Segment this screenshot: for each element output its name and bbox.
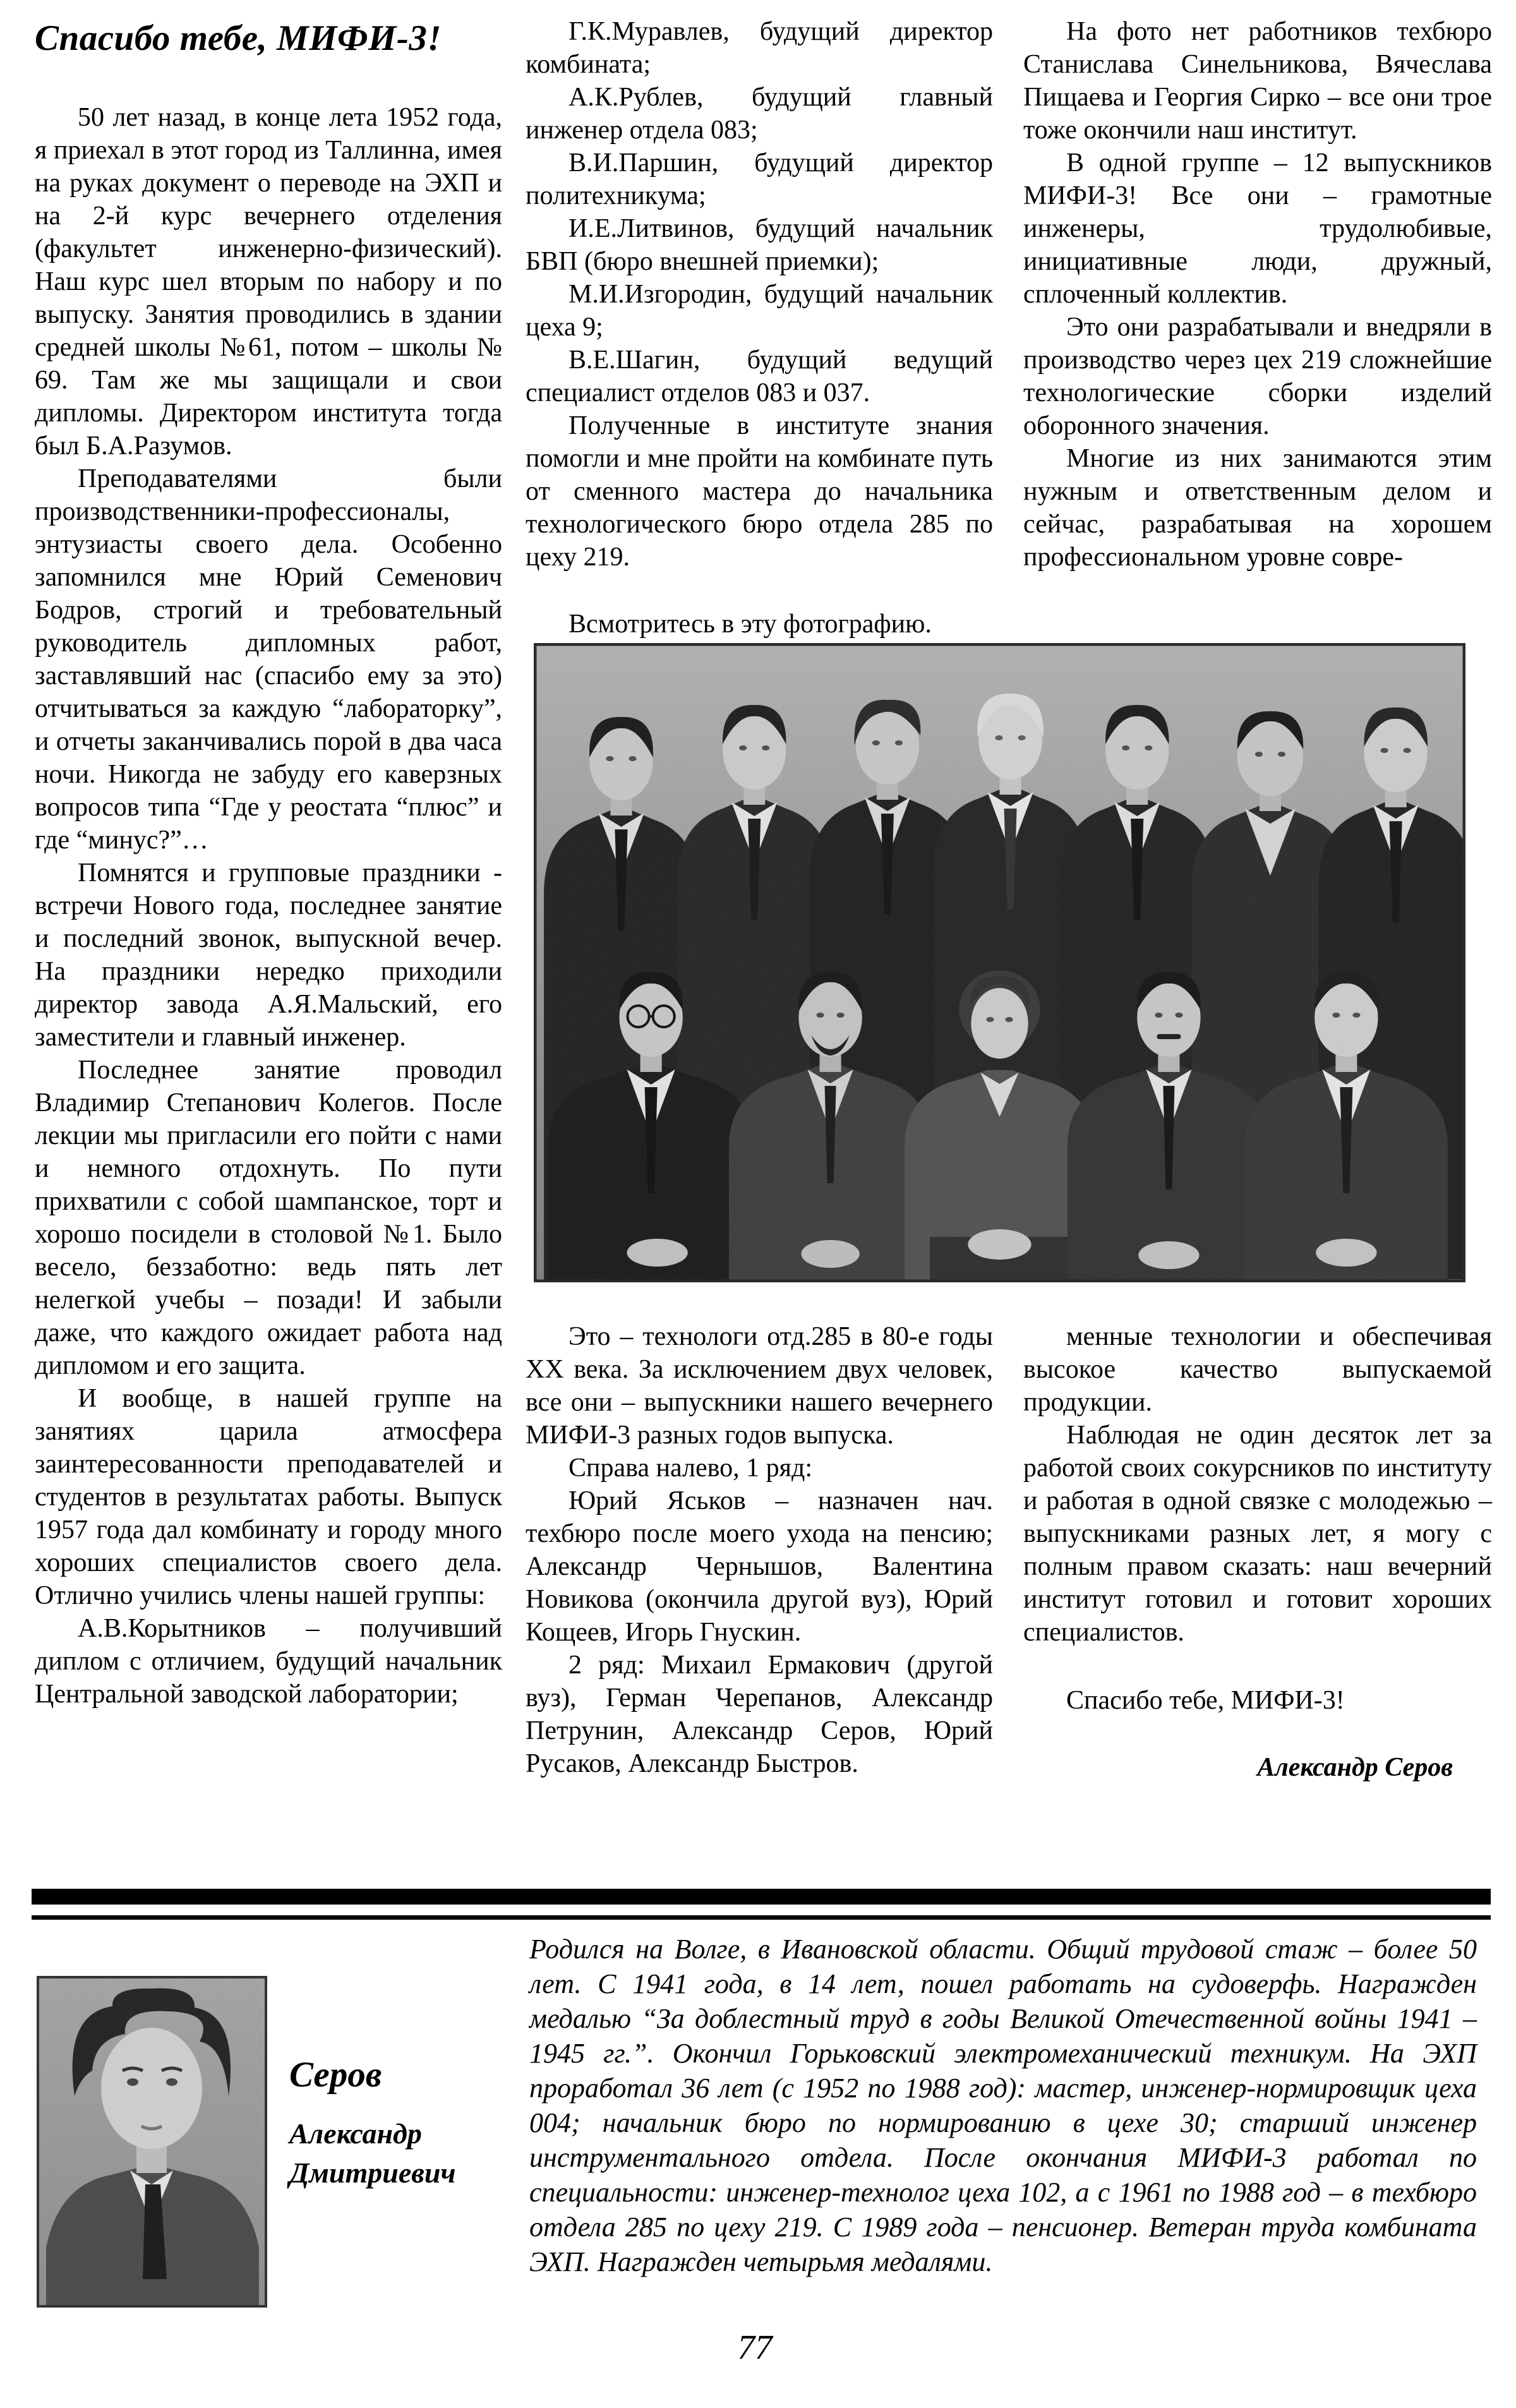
column-right-top bbox=[1023, 15, 1492, 574]
paragraph: Полученные в институте знания помогли и мне пройти на комбинате путь от сменного мастера до начальника технологического бюро отдела 285 по цеху 219. bbox=[526, 411, 993, 572]
paragraph: Последнее занятие проводил Владимир Степанович Колегов. После лекции мы пригласили его пойти с нами и немного отдохнуть. По пути прихватили с собой шампанское, торт и хорошо посидели в столовой №1. Было весело, беззаботно: ведь пять лет нелегкой учебы – позади! И забыли даже, что каждого ожидает работа над дипломом и его защита. bbox=[35, 1056, 502, 1380]
paragraph: А.В.Корытников – получивший диплом с отличием, будущий начальник Центральной заводской лаборатории; bbox=[35, 1614, 502, 1709]
portrait-photo-image bbox=[37, 1976, 267, 2308]
paragraph: Помнятся и групповые праздники - встречи Нового года, последнее занятие и последний звонок, выпускной вечер. На праздники нередко приходили директор завода А.Я.Мальский, его заместители и главный инженер. bbox=[35, 858, 502, 1052]
bio-surname: Серов bbox=[289, 2055, 382, 2095]
paragraph: 50 лет назад, в конце лета 1952 года, я приехал в этот город из Таллинна, имея на руках документ о переводе на ЭХП и на 2-й курс вечернего отделения (факультет инженерно-физический). Наш курс шел вторым по набору и по выпуску. Занятия проводились в здании средней школы №61, потом – школы № 69. Там же мы защищали и свои дипломы. Директором института тогда был Б.А.Разумов. bbox=[35, 103, 502, 461]
photo-caption-paragraph: Юрий Яськов – назначен нач. техбюро после моего ухода на пенсию; Александр Чернышов, Валентина Новикова (окончила другой вуз), Юрий Кощеев, Игорь Гнускин. bbox=[526, 1486, 993, 1647]
paragraph: И вообще, в нашей группе на занятиях царила атмосфера заинтересованности преподавателей и студентов в результатах работы. Выпуск 1957 года дал комбинату и городу много хороших специалистов своего дела. Отлично учились члены нашей группы: bbox=[35, 1384, 502, 1610]
column-middle-top bbox=[526, 15, 993, 641]
paragraph: И.Е.Литвинов, будущий начальник БВП (бюро внешней приемки); bbox=[526, 214, 993, 276]
paragraph: менные технологии и обеспечивая высокое качество выпускаемой продукции. bbox=[1023, 1322, 1492, 1417]
page-number: 77 bbox=[737, 2328, 773, 2366]
paragraph: Это они разрабатывали и внедряли в производство через цех 219 сложнейшие технологические сборки изделий оборонного значения. bbox=[1023, 313, 1492, 440]
photo-caption-paragraph: 2 ряд: Михаил Ермакович (другой вуз), Герман Черепанов, Александр Петрунин, Александр Серов, Юрий Русаков, Александр Быстров. bbox=[526, 1651, 993, 1778]
paragraph: В.Е.Шагин, будущий ведущий специалист отделов 083 и 037. bbox=[526, 346, 993, 407]
column-right-bottom bbox=[1023, 1320, 1492, 1784]
section-divider bbox=[32, 1889, 1491, 1920]
photo-invitation-line: Всмотритесь в эту фотографию. bbox=[568, 610, 932, 639]
author-signature: Александр Серов bbox=[1257, 1753, 1453, 1782]
paragraph: Г.К.Муравлев, будущий директор комбината; bbox=[526, 17, 993, 79]
column-left bbox=[35, 101, 502, 1711]
paragraph: А.К.Рублев, будущий главный инженер отдела 083; bbox=[526, 83, 993, 145]
photo-caption-paragraph: Это – технологи отд.285 в 80-е годы XX века. За исключением двух человек, все они – выпускники нашего вечернего МИФИ-3 разных годов выпуска. bbox=[526, 1322, 993, 1450]
column-middle-bottom bbox=[526, 1320, 993, 1780]
bio-patronymic: Дмитриевич bbox=[289, 2157, 456, 2189]
closing-line: Спасибо тебе, МИФИ-3! bbox=[1066, 1686, 1345, 1715]
divider-thick-line bbox=[32, 1889, 1491, 1905]
paragraph: Многие из них занимаются этим нужным и ответственным делом и сейчас, разрабатывая на хорошем профессиональном уровне совре- bbox=[1023, 444, 1492, 572]
paragraph: На фото нет работников техбюро Станислава Синельникова, Вячеслава Пищаева и Георгия Сирко – все они трое тоже окончили наш институт. bbox=[1023, 17, 1492, 145]
portrait-photo bbox=[37, 1976, 267, 2308]
bio-text: Родился на Волге, в Ивановской области. Общий трудовой стаж – более 50 лет. С 1941 года, в 14 лет, пошел работать на судоверфь. Награжден медалью “За доблестный труд в годы Великой Отечественной войны 1941 – 1945 гг.”. Окончил Горьковский электромеханический техникум. На ЭХП проработал 36 лет (с 1952 по 1988 год): мастер, инженер-нормировщик цеха 004; начальник бюро по нормированию в цехе 30; старший инженер инструментального отдела. После окончания МИФИ-3 работал по специальности: инженер-технолог цеха 102, а с 1961 по 1988 год – в техбюро отдела 285 по цеху 219. С 1989 года – пенсионер. Ветеран труда комбината ЭХП. Награжден четырьмя медалями. bbox=[529, 1934, 1477, 2277]
article-title: Спасибо тебе, МИФИ-3! bbox=[35, 18, 442, 58]
group-photo-image bbox=[534, 643, 1465, 1282]
paragraph: В одной группе – 12 выпускников МИФИ-3! Все они – грамотные инженеры, трудолюбивые, инициативные люди, дружный, сплоченный коллектив. bbox=[1023, 148, 1492, 309]
photo-caption-paragraph: Справа налево, 1 ряд: bbox=[568, 1454, 813, 1483]
paragraph: Преподавателями были производственники-профессионалы, энтузиасты своего дела. Особенно запомнился мне Юрий Семенович Бодров, строгий и требовательный руководитель дипломных работ, заставлявший нас (спасибо ему за это) отчитываться за каждую “лабораторку”, и отчеты заканчивались порой в два часа ночи. Никогда не забуду его каверзных вопросов типа “Где у реостата “плюс” и где “минус?”… bbox=[35, 464, 502, 855]
bio-first-name: Александр bbox=[289, 2117, 422, 2150]
paragraph: В.И.Паршин, будущий директор политехникума; bbox=[526, 148, 993, 210]
bio-name-block bbox=[289, 2054, 510, 2193]
divider-thin-line bbox=[32, 1915, 1491, 1920]
group-photo bbox=[534, 643, 1465, 1282]
paragraph: Наблюдая не один десяток лет за работой своих сокурсников по институту и работая в одной связке с молодежью – выпускниками разных лет, я могу с полным правом сказать: наш вечерний институт готовил и готовит хороших специалистов. bbox=[1023, 1421, 1492, 1647]
paragraph: М.И.Изгородин, будущий начальник цеха 9; bbox=[526, 280, 993, 342]
